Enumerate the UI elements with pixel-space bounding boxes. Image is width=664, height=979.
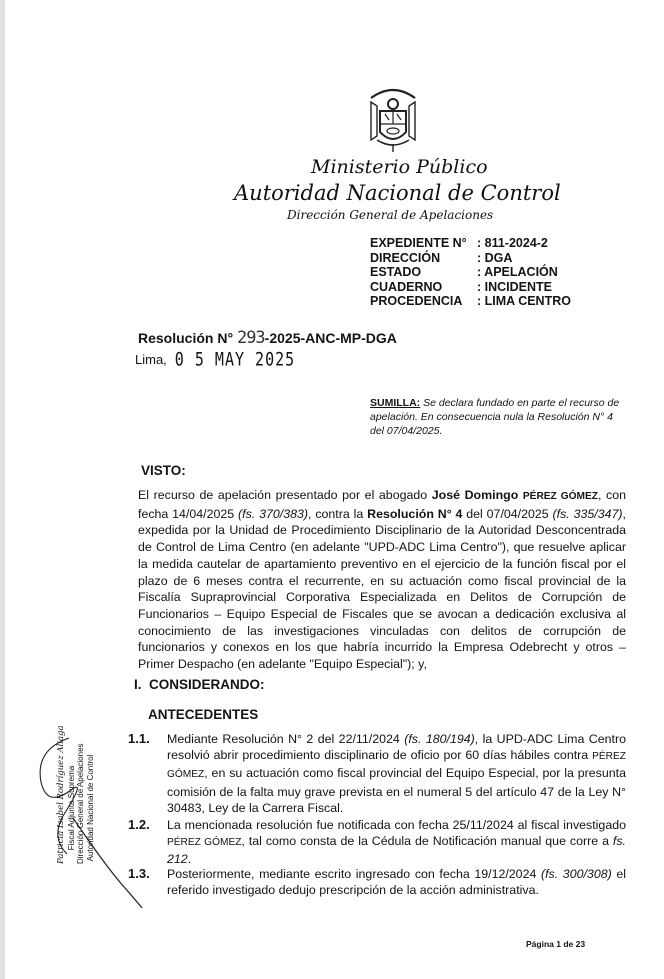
appellant-surname: PÉREZ GÓMEZ xyxy=(522,491,598,502)
visto-heading: VISTO: xyxy=(141,463,186,478)
item-text xyxy=(167,817,626,868)
item-number: 1.3. xyxy=(128,866,150,881)
appellant-name: José Domingo xyxy=(431,488,523,502)
surname: PÉREZ GÓMEZ xyxy=(167,751,626,781)
case-metadata xyxy=(370,236,571,309)
signature-stamp xyxy=(56,725,117,877)
text-run: , expedida por la Unidad de Procedimiento Disciplinario de la Autoridad Desconcentrada de Control de Lima Centro (en adelante "UPD-ADC Lima Centro"), que resuelve aplicar la medida cautelar de apartamiento preventivo en el ejercicio de la función fiscal por el plazo de 6 meses contra el recurrente, en su actuación como fiscal provincial de la Fiscalía Supraprovincial Corporativa Especializada en Delitos de Corrupción de Funcionarios – Equipo Especial de Fiscales que se avocan a dedicación exclusiva al conocimiento de las investigaciones vinculadas con delitos de corrupción de funcionarios y conexos en los que habría incurrido la Empresa Odebrecht y otros – Primer Despacho (en adelante "Equipo Especial"); y, xyxy=(138,506,626,672)
sumilla-text: Se declara fundado en parte el recurso de apelación. En consecuencia nula la Resolución N° 4 del 07/04/2025. xyxy=(370,397,620,437)
text-run: , en su actuación como fiscal provincial del Equipo Especial, por la presunta comisión de la falta muy grave prevista en el numeral 5 del artículo 47 de la Ley N° 30483, Ley de la Carrera Fiscal. xyxy=(167,766,626,815)
resolution-reference: Resolución N° 4 xyxy=(367,506,463,521)
resolution-prefix: Resolución N° xyxy=(138,330,237,346)
list-item xyxy=(128,731,626,816)
text-run: , contra la xyxy=(308,506,368,521)
text-run: Mediante Resolución N° 2 del 22/11/2024 xyxy=(167,732,405,746)
resolution-handwritten-number: 293 xyxy=(236,328,265,348)
folio-reference: (fs. 180/194) xyxy=(404,732,475,746)
metadata-row-procedencia xyxy=(370,294,571,309)
peru-coat-of-arms-icon xyxy=(363,84,423,154)
signer-name: Patricia Isabel Rodríguez Aliaga xyxy=(56,725,66,864)
signature-caption xyxy=(56,725,95,864)
list-item xyxy=(128,817,626,868)
metadata-value: : INCIDENTE xyxy=(477,279,552,294)
city-label: Lima, xyxy=(135,352,167,367)
text-run: La mencionada resolución fue notificada con fecha 25/11/2024 al fiscal investigado xyxy=(167,818,626,832)
text-run: , tal como consta de la Cédula de Notificación manual que corre a xyxy=(241,834,613,849)
item-number: 1.2. xyxy=(128,817,150,832)
date-stamp: 0 5 MAY 2025 xyxy=(174,347,296,371)
metadata-key: CUADERNO xyxy=(370,279,443,294)
metadata-row-cuaderno xyxy=(370,280,571,295)
considerando-heading xyxy=(134,677,265,692)
metadata-key: PROCEDENCIA xyxy=(370,294,463,309)
text-run: , con fecha 14/04/2025 xyxy=(138,488,626,521)
metadata-value: : APELACIÓN xyxy=(477,265,558,280)
resolution-number xyxy=(138,328,397,348)
page-number: Página 1 de 23 xyxy=(526,939,586,949)
section-title: CONSIDERANDO: xyxy=(149,677,265,692)
antecedentes-heading: ANTECEDENTES xyxy=(148,707,259,722)
text-run: Posteriormente, mediante escrito ingresado con fecha 19/12/2024 xyxy=(167,867,541,881)
list-item xyxy=(128,866,626,898)
metadata-row-direccion xyxy=(370,251,571,266)
item-text xyxy=(167,866,626,898)
metadata-key: DIRECCIÓN xyxy=(370,250,441,265)
surname: PÉREZ GÓMEZ xyxy=(167,837,242,849)
sumilla-label: SUMILLA: xyxy=(370,397,421,409)
text-run: el referido investigado dedujo prescripción de la acción administrativa. xyxy=(167,867,626,898)
visto-paragraph xyxy=(138,487,626,673)
signer-role: Fiscal Adjunta Suprema xyxy=(66,765,76,851)
metadata-value: : LIMA CENTRO xyxy=(477,294,571,309)
signer-office: Dirección General de Apelaciones xyxy=(76,743,86,864)
section-number: I. xyxy=(134,677,142,692)
text-run: El recurso de apelación presentado por el abogado xyxy=(138,488,432,502)
item-number: 1.1. xyxy=(128,731,150,746)
sumilla xyxy=(370,396,627,438)
metadata-key: ESTADO xyxy=(370,265,422,280)
folio-reference: fs. 212 xyxy=(167,834,626,867)
metadata-row-expediente xyxy=(370,236,571,251)
document-page xyxy=(5,0,664,979)
institution-name: Ministerio Público xyxy=(311,156,488,178)
text-run: del 07/04/2025 xyxy=(462,506,553,521)
authority-name: Autoridad Nacional de Control xyxy=(234,181,561,205)
signer-authority: Autoridad Nacional de Control xyxy=(85,754,95,862)
folio-reference: (fs. 300/308) xyxy=(540,867,612,881)
folio-reference: (fs. 370/383) xyxy=(238,506,309,521)
directorate-name: Dirección General de Apelaciones xyxy=(287,208,494,222)
resolution-date xyxy=(135,347,296,371)
text-run: . xyxy=(187,852,192,867)
metadata-value: : DGA xyxy=(477,250,513,265)
metadata-row-estado xyxy=(370,265,571,280)
folio-reference: (fs. 335/347) xyxy=(552,506,623,521)
resolution-suffix: -2025-ANC-MP-DGA xyxy=(264,330,397,346)
text-run: , la UPD-ADC Lima Centro resolvió abrir procedimiento disciplinario de oficio por 60 días hábiles contra xyxy=(167,732,626,763)
metadata-key: EXPEDIENTE N° xyxy=(370,236,467,250)
item-text xyxy=(167,731,626,816)
metadata-value: : 811-2024-2 xyxy=(477,236,548,250)
